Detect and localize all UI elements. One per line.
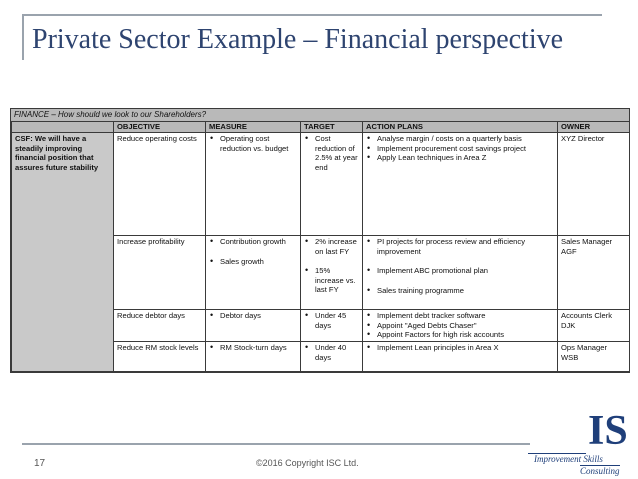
list-item: • 2% increase on last FY (304, 237, 359, 256)
target-cell (301, 236, 363, 310)
list-item: • Debtor days (209, 311, 297, 321)
csf-cell: CSF: We will have a steadily improving financial position that assures future stability (12, 133, 114, 372)
copyright-notice: ©2016 Copyright ISC Ltd. (256, 458, 359, 468)
list-item: • Implement debt tracker software (366, 311, 554, 321)
scorecard-table (11, 121, 630, 372)
action-cell (363, 236, 558, 310)
page-number: 17 (34, 458, 46, 469)
bottom-rule (22, 443, 530, 445)
objective-cell: Reduce operating costs (114, 133, 206, 236)
list-item: • Appoint Factors for high risk accounts (366, 330, 554, 340)
list-item: • 15% increase vs. last FY (304, 266, 359, 295)
target-cell (301, 133, 363, 236)
measure-cell (206, 310, 301, 342)
list-item: • Under 40 days (304, 343, 359, 362)
objective-cell: Increase profitability (114, 236, 206, 310)
left-rule (22, 14, 24, 60)
list-item: • Implement procurement cost savings project (366, 144, 554, 154)
table-row (12, 133, 630, 236)
list-item: • PI projects for process review and efficiency improvement (366, 237, 554, 256)
header-action-plans: ACTION PLANS (363, 122, 558, 133)
header-owner: OWNER (558, 122, 630, 133)
header-row (12, 122, 630, 133)
logo-name: Improvement Skills (534, 454, 603, 464)
list-item: • Cost reduction of 2.5% at year end (304, 134, 359, 172)
objective-cell: Reduce debtor days (114, 310, 206, 342)
header-target: TARGET (301, 122, 363, 133)
list-item: • Sales training programme (366, 286, 554, 296)
list-item: • Implement ABC promotional plan (366, 266, 554, 276)
list-item: • Apply Lean techniques in Area Z (366, 153, 554, 163)
finance-table (10, 108, 630, 373)
target-cell (301, 342, 363, 372)
header-measure: MEASURE (206, 122, 301, 133)
action-cell (363, 310, 558, 342)
header-csf (12, 122, 114, 133)
list-item: • Contribution growth (209, 237, 297, 247)
owner-cell: Sales Manager AGF (558, 236, 630, 310)
measure-cell (206, 133, 301, 236)
list-item: • Implement Lean principles in Area X (366, 343, 554, 353)
finance-banner: FINANCE – How should we look to our Shareholders? (11, 109, 629, 121)
list-item: • Sales growth (209, 257, 297, 267)
owner-cell: Ops Manager WSB (558, 342, 630, 372)
owner-cell: Accounts Clerk DJK (558, 310, 630, 342)
list-item: • Analyse margin / costs on a quarterly basis (366, 134, 554, 144)
list-item: • Appoint "Aged Debts Chaser" (366, 321, 554, 331)
header-objective: OBJECTIVE (114, 122, 206, 133)
top-rule (22, 14, 602, 16)
owner-cell: XYZ Director (558, 133, 630, 236)
company-logo (528, 410, 628, 476)
measure-cell (206, 236, 301, 310)
logo-mark: IS (588, 408, 628, 454)
logo-subtitle: Consulting (580, 466, 620, 476)
slide-title: Private Sector Example – Financial perspective (32, 24, 564, 55)
list-item: • RM Stock-turn days (209, 343, 297, 353)
list-item: • Under 45 days (304, 311, 359, 330)
target-cell (301, 310, 363, 342)
objective-cell: Reduce RM stock levels (114, 342, 206, 372)
action-cell (363, 342, 558, 372)
action-cell (363, 133, 558, 236)
measure-cell (206, 342, 301, 372)
list-item: • Operating cost reduction vs. budget (209, 134, 297, 153)
